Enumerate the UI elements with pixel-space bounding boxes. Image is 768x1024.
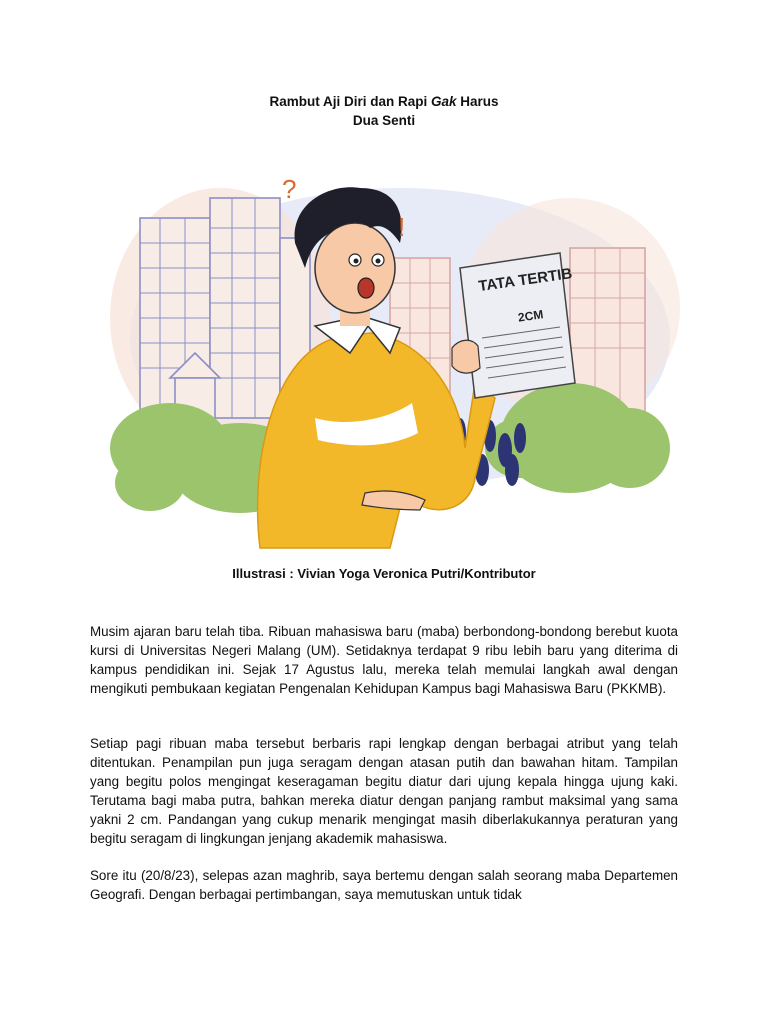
illustration-caption: Illustrasi : Vivian Yoga Veronica Putri/Kontributor (232, 566, 536, 581)
article-illustration (100, 148, 680, 558)
face (315, 223, 395, 313)
title-text-b: Harus (456, 94, 499, 109)
paragraph-2: Setiap pagi ribuan maba tersebut berbaris rapi lengkap dengan berbagai atribut yang telah ditentukan. Penampilan pun juga seragam dengan atasan putih dan bawahan hitam. Tampilan yang begitu polos mengingat keseragaman begitu diatur dari ujung kepala hingga ujung kaki. Terutama bagi maba putra, bahkan mereka diatur dengan panjang rambut maksimal yang sama yakni 2 cm. Pandangan yang cukup menarik mengingat masih diberlakukannya peraturan yang begitu seragam di lingkungan jenjang akademik mahasiswa. (90, 736, 678, 846)
title-line-2: Dua Senti (352, 113, 416, 128)
title-line-1 (0, 92, 768, 111)
title-text-a: Rambut Aji Diri dan Rapi (269, 94, 431, 109)
exclamation-mark-icon: ! (398, 212, 406, 242)
paper-heading: TATA TERTIB (477, 265, 574, 296)
paper-highlight: 2CM (517, 307, 545, 325)
title-italic-word: Gak (430, 94, 457, 109)
paragraph-3: Sore itu (20/8/23), selepas azan maghrib, saya bertemu dengan salah seorang maba Departemen Geografi. Dengan berbagai pertimbangan, saya memutuskan untuk tidak (90, 868, 678, 902)
question-mark-icon: ? (282, 174, 297, 204)
hand-upper (452, 340, 480, 373)
article-title (0, 92, 768, 130)
mouth (358, 278, 374, 298)
paragraph-1: Musim ajaran baru telah tiba. Ribuan mahasiswa baru (maba) berbondong-bondong berebut kuota kursi di Universitas Negeri Malang (UM). Setidaknya terdapat 9 ribu lebih baru yang diterima di kampus pendidikan ini. Sejak 17 Agustus lalu, mereka telah memulai langkah awal dengan mengikuti pembukaan kegiatan Pengenalan Kehidupan Kampus bagi Mahasiswa Baru (PKKMB). (90, 624, 678, 696)
